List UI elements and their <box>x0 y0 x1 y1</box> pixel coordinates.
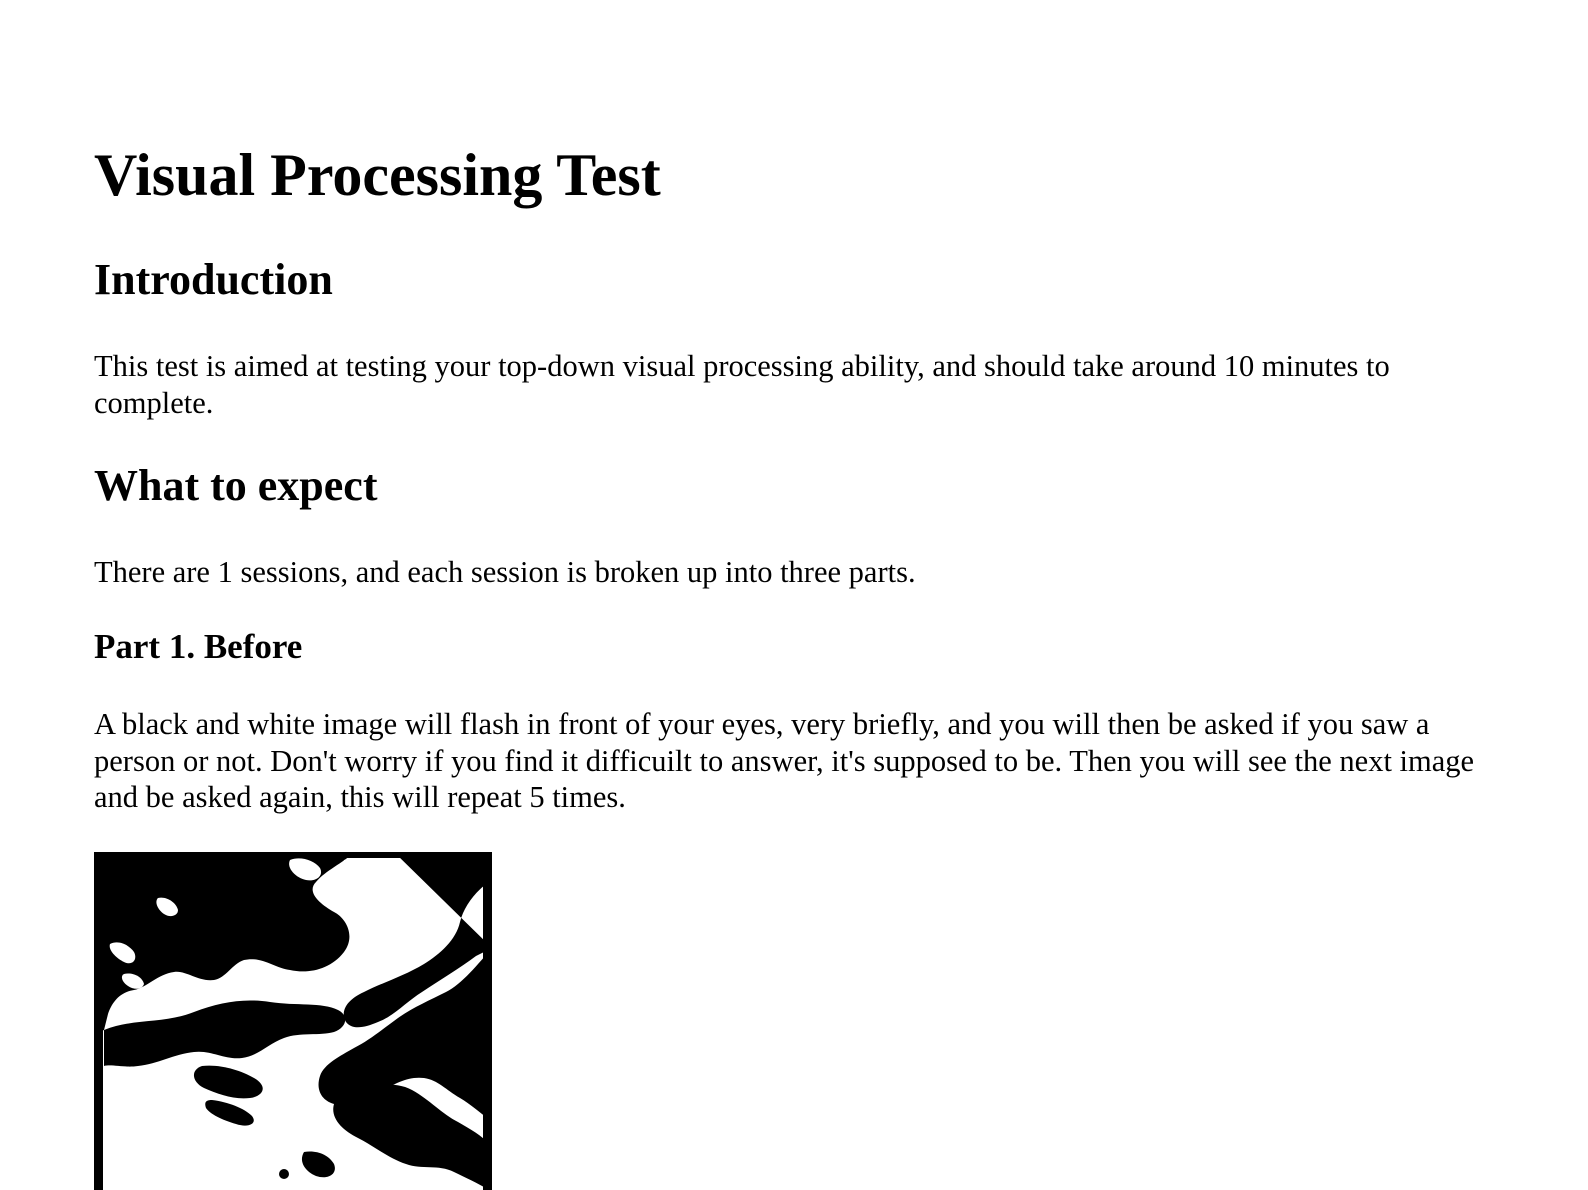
mooney-image-graphic <box>94 852 492 1190</box>
mooney-image <box>94 852 492 1190</box>
what-to-expect-text: There are 1 sessions, and each session is broken up into three parts. <box>94 555 916 589</box>
part1-heading: Part 1. Before <box>94 627 303 666</box>
introduction-text: This test is aimed at testing your top-down visual processing ability, and should take around 10 minutes to complete. <box>94 349 1390 420</box>
introduction-heading: Introduction <box>94 255 333 304</box>
what-to-expect-heading: What to expect <box>94 461 378 510</box>
page-title: Visual Processing Test <box>94 142 661 208</box>
part1-text: A black and white image will flash in front of your eyes, very briefly, and you will then be asked if you saw a person or not. Don't worry if you find it difficuilt to answer, it's supposed to be. Then you will see the next image and be asked again, this will repeat 5 times. <box>94 707 1475 814</box>
